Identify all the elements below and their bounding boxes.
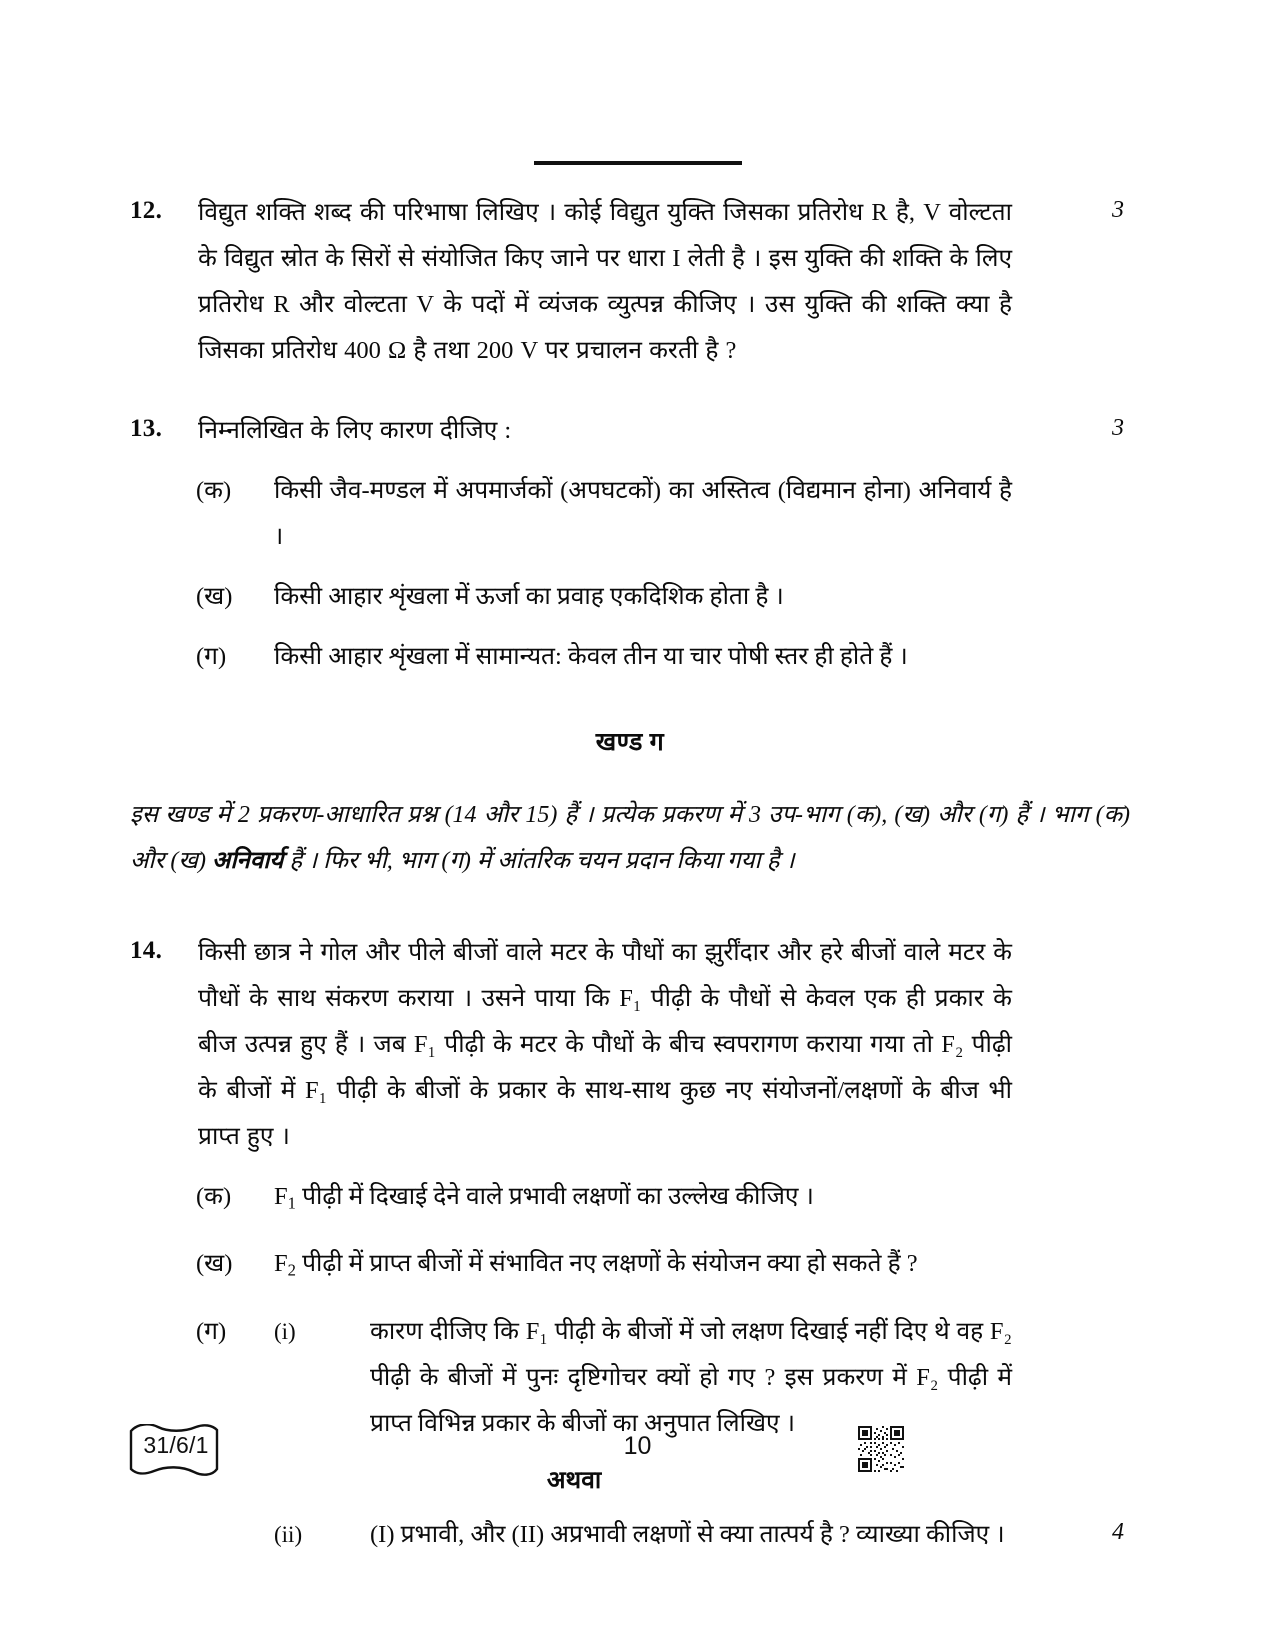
question-12-number: 12. [130,197,163,224]
instructions-bold-word: अनिवार्य [211,848,284,874]
question-13-part-a [130,468,1130,560]
question-12-marks: 3 [1112,197,1124,223]
question-13-part-b-label: (ख) [196,583,233,610]
question-13-body [198,408,1012,454]
question-13-part-b [130,574,1130,620]
question-14-part-b-label: (ख) [196,1249,233,1277]
question-14-option-ii-label: (ii) [274,1522,303,1548]
top-divider-wrap [0,152,1275,170]
question-13-marks: 3 [1112,415,1124,441]
question-13-part-b-text: किसी आहार शृंखला में ऊर्जा का प्रवाह एकदिशिक होता है । [274,583,784,610]
question-12 [130,190,1130,374]
question-12-body [198,190,1012,374]
question-13-stem: निम्नलिखित के लिए कारण दीजिए : [198,417,512,444]
section-heading-text: खण्ड ग [595,729,665,756]
question-13-part-c [130,634,1130,680]
question-14-marks: 4 [1112,1519,1124,1546]
question-14-part-a-text [274,1174,1012,1227]
question-14-part-b [130,1241,1130,1294]
question-14-part-b-rest: पीढ़ी में प्राप्त बीजों में संभावित नए लक्षणों के संयोजन क्या हो सकते हैं ? [295,1249,918,1277]
question-13-number: 13. [130,415,163,442]
question-14-body [198,930,1012,1160]
question-13 [130,408,1130,454]
section-heading [130,724,1130,758]
question-13-part-a-label: (क) [196,477,232,504]
f2-subscript-b: 2 [287,1260,296,1280]
question-14-part-a-rest: पीढ़ी में दिखाई देने वाले प्रभावी लक्षणों का उल्लेख कीजिए । [295,1183,814,1210]
top-divider-rule [534,161,742,165]
spacer-before-q14 [130,884,1130,930]
paper-code-text: 31/6/1 [143,1432,209,1458]
question-14-part-b-text [274,1241,1012,1294]
question-12-text: विद्युत शक्ति शब्द की परिभाषा लिखिए । कोई विद्युत युक्ति जिसका प्रतिरोध R है, V वोल्टता के विद्युत स्रोत के सिरों से संयोजित किए जाने पर धारा I लेती है । इस युक्ति की शक्ति के लिए प्रतिरोध R और वोल्टता V के पदों में व्यंजक व्युत्पन्न कीजिए । उस युक्ति की शक्ति क्या है जिसका प्रतिरोध 400 Ω है तथा 200 V पर प्रचालन करती है ? [198,199,1012,364]
question-14-part-c-option-ii [130,1512,1130,1558]
qr-code-icon [858,1426,904,1472]
instructions-part-2: हैं । फिर भी, भाग (ग) में आंतरिक चयन प्रदान किया गया है । [283,848,795,874]
f1-subscript-a: 1 [287,1193,296,1213]
question-14-part-a [130,1174,1130,1227]
page-number: 10 [623,1432,652,1460]
question-14-stem: किसी छात्र ने गोल और पीले बीजों वाले मटर के पौधों का झुर्रींदार और हरे बीजों वाले मटर के पौधों के साथ संकरण कराया । उसने पाया कि F₁ पीढ़ी के पौधों से केवल एक ही प्रकार के बीज उत्पन्न हुए हैं । जब F₁ पीढ़ी के मटर के पौधों के बीच स्वपरागण कराया गया तो F₂ पीढ़ी के बीजों में F₁ पीढ़ी के बीजों के प्रकार के साथ-साथ कुछ नए संयोजनों/लक्षणों के बीज भी प्राप्त हुए । [198,939,1012,1150]
f1-symbol-a: F [274,1183,288,1210]
page-content [130,190,1130,1558]
page-footer [0,1424,1275,1514]
question-14-part-c-label: (ग) [196,1318,227,1346]
question-14-option-i-text: कारण दीजिए कि F₁ पीढ़ी के बीजों में जो लक्षण दिखाई नहीं दिए थे वह F₂ पीढ़ी के बीजों में पुनः दृष्टिगोचर क्यों हो गए ? इस प्रकरण में F₂ पीढ़ी में प्राप्त विभिन्न प्रकार के बीजों का अनुपात लिखिए । [370,1318,1012,1438]
question-13-part-c-text: किसी आहार शृंखला में सामान्यत: केवल तीन या चार पोषी स्तर ही होते हैं । [274,643,908,670]
alternative-label: अथवा [546,1467,602,1495]
instructions-part-1: इस खण्ड में 2 प्रकरण-आधारित प्रश्न (14 और 15) हैं । प्रत्येक प्रकरण में 3 उप-भाग (क), (ख) और (ग) हैं । भाग (क) और (ख) [130,802,1130,874]
question-13-part-c-label: (ग) [196,643,227,670]
question-14-number: 14. [130,937,163,964]
question-13-part-a-text: किसी जैव-मण्डल में अपमार्जकों (अपघटकों) का अस्तित्व (विद्यमान होना) अनिवार्य है । [274,477,1012,550]
spacer-after-q12 [130,374,1130,408]
f2-symbol-b: F [274,1249,288,1277]
question-14-part-a-label: (क) [196,1183,232,1210]
question-14-option-ii-text: (I) प्रभावी, और (II) अप्रभावी लक्षणों से क्या तात्पर्य है ? व्याख्या कीजिए । [370,1521,1005,1549]
question-14-option-i-label: (i) [274,1319,296,1345]
question-14 [130,930,1130,1160]
section-instructions [130,792,1130,884]
